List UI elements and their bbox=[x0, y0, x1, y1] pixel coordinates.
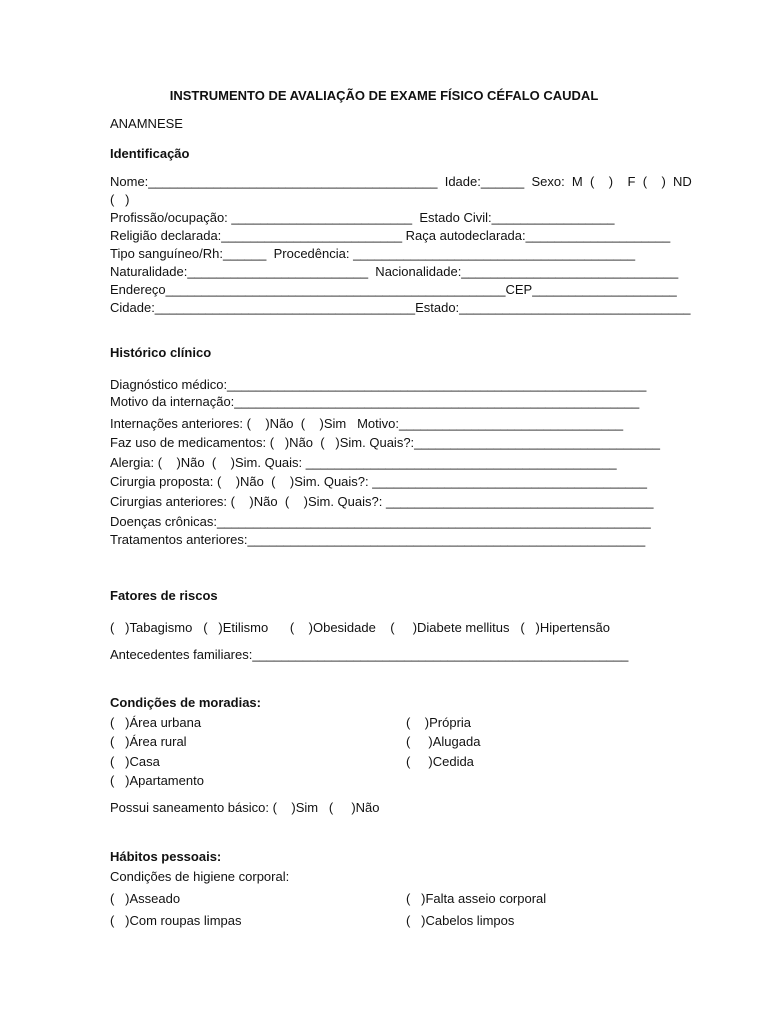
document-title: INSTRUMENTO DE AVALIAÇÃO DE EXAME FÍSICO CÉFALO CAUDAL bbox=[169, 88, 599, 103]
section-anamnese: ANAMNESE bbox=[110, 116, 183, 131]
field-doencas-cronicas[interactable]: Doenças crônicas:____________________________________________________________ bbox=[110, 514, 651, 529]
option-casa[interactable]: ( )Casa bbox=[110, 754, 160, 769]
heading-fatores-riscos: Fatores de riscos bbox=[110, 588, 218, 603]
field-internacoes-anteriores[interactable]: Internações anteriores: ( )Não ( )Sim Motivo:_______________________________ bbox=[110, 416, 624, 431]
field-antecedentes-familiares[interactable]: Antecedentes familiares:____________________________________________________ bbox=[110, 647, 629, 662]
field-nome-idade-sexo[interactable]: Nome:________________________________________ Idade:______ Sexo: M ( ) F ( ) ND bbox=[110, 174, 692, 189]
fatores-risco-options[interactable]: ( )Tabagismo ( )Etilismo ( )Obesidade ( )Diabete mellitus ( )Hipertensão bbox=[110, 620, 610, 635]
field-cirurgias-anteriores[interactable]: Cirurgias anteriores: ( )Não ( )Sim. Quais?: _____________________________________ bbox=[110, 494, 654, 509]
heading-identificacao: Identificação bbox=[110, 146, 190, 161]
field-profissao-estado-civil[interactable]: Profissão/ocupação: _________________________ Estado Civil:_________________ bbox=[110, 210, 615, 225]
heading-condicoes-moradia: Condições de moradias: bbox=[110, 695, 261, 710]
field-tipo-sanguineo-procedencia[interactable]: Tipo sanguíneo/Rh:______ Procedência: _______________________________________ bbox=[110, 246, 636, 261]
heading-habitos-pessoais: Hábitos pessoais: bbox=[110, 849, 222, 864]
field-naturalidade-nacionalidade[interactable]: Naturalidade:_________________________ Nacionalidade:______________________________ bbox=[110, 264, 679, 279]
field-cirurgia-proposta[interactable]: Cirurgia proposta: ( )Não ( )Sim. Quais?: ______________________________________ bbox=[110, 474, 647, 489]
option-asseado[interactable]: ( )Asseado bbox=[110, 891, 181, 906]
field-alergia[interactable]: Alergia: ( )Não ( )Sim. Quais: ___________________________________________ bbox=[110, 455, 617, 470]
option-area-urbana[interactable]: ( )Área urbana bbox=[110, 715, 202, 730]
option-alugada[interactable]: ( )Alugada bbox=[406, 734, 481, 749]
field-sexo-nd[interactable]: ( ) bbox=[110, 192, 130, 207]
option-apartamento[interactable]: ( )Apartamento bbox=[110, 773, 204, 788]
heading-historico-clinico: Histórico clínico bbox=[110, 345, 212, 360]
option-propria[interactable]: ( )Própria bbox=[406, 715, 472, 730]
field-religiao-raca[interactable]: Religião declarada:_________________________ Raça autodeclarada:____________________ bbox=[110, 228, 671, 243]
option-cabelos-limpos[interactable]: ( )Cabelos limpos bbox=[406, 913, 515, 928]
subheading-higiene-corporal: Condições de higiene corporal: bbox=[110, 869, 290, 884]
field-medicamentos[interactable]: Faz uso de medicamentos: ( )Não ( )Sim. Quais?:__________________________________ bbox=[110, 435, 660, 450]
field-endereco-cep[interactable]: Endereço_______________________________________________CEP____________________ bbox=[110, 282, 677, 297]
field-cidade-estado[interactable]: Cidade:____________________________________Estado:________________________________ bbox=[110, 300, 691, 315]
option-area-rural[interactable]: ( )Área rural bbox=[110, 734, 187, 749]
field-motivo-internacao[interactable]: Motivo da internação:________________________________________________________ bbox=[110, 394, 640, 409]
option-cedida[interactable]: ( )Cedida bbox=[406, 754, 474, 769]
option-falta-asseio[interactable]: ( )Falta asseio corporal bbox=[406, 891, 547, 906]
option-roupas-limpas[interactable]: ( )Com roupas limpas bbox=[110, 913, 242, 928]
field-tratamentos-anteriores[interactable]: Tratamentos anteriores:_______________________________________________________ bbox=[110, 532, 646, 547]
field-saneamento-basico[interactable]: Possui saneamento básico: ( )Sim ( )Não bbox=[110, 800, 380, 815]
field-diagnostico[interactable]: Diagnóstico médico:__________________________________________________________ bbox=[110, 377, 647, 392]
